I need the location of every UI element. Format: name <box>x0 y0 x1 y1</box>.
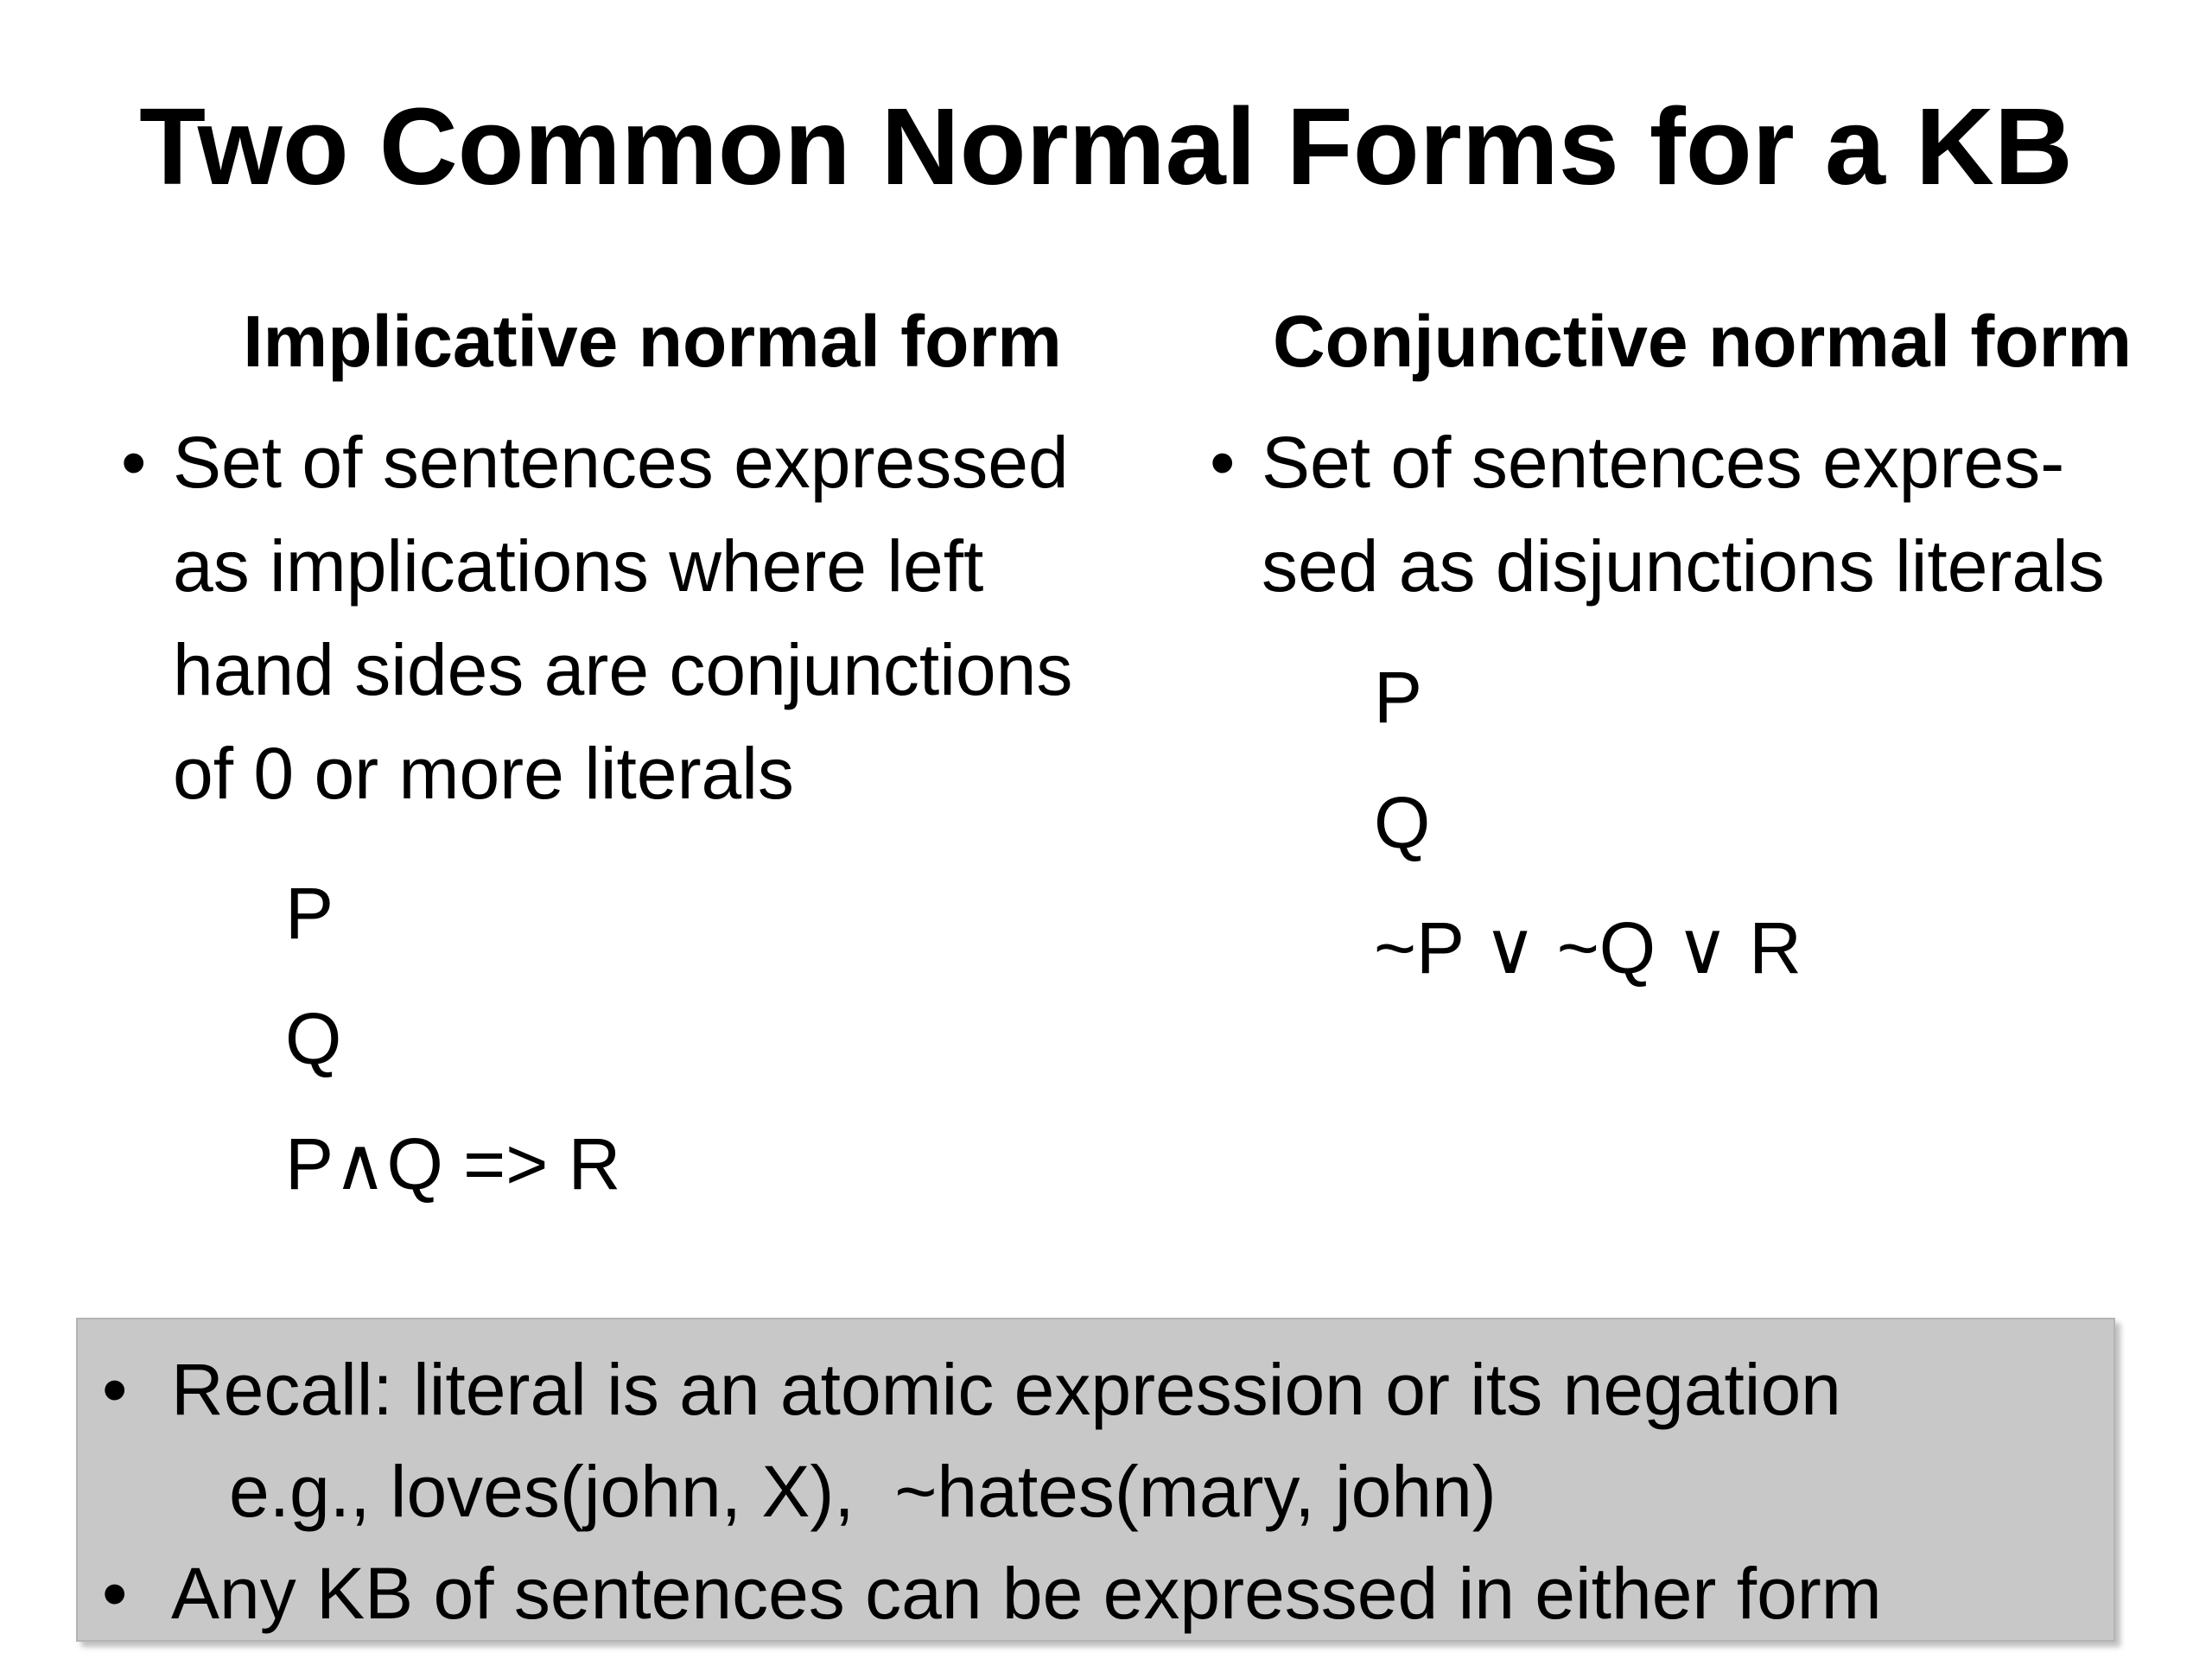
implicative-column <box>121 298 1184 1227</box>
note-text: Any KB of sentences can be expressed in either form <box>171 1553 1882 1634</box>
bullet-icon: • <box>102 1553 128 1634</box>
recall-note-box <box>76 1318 2115 1642</box>
bullet-line: Set of sentences expressed <box>173 422 1069 503</box>
formula-p: P <box>285 873 334 954</box>
conjunctive-bullet <box>1210 410 2195 618</box>
note-line-any-kb <box>78 1542 2113 1644</box>
implicative-formulas <box>121 851 1184 1227</box>
bullet-line: of 0 or more literals <box>173 733 794 814</box>
bullet-icon: • <box>121 422 147 503</box>
bullet-line: as implications where left <box>173 525 984 607</box>
implicative-bullet <box>121 410 1184 825</box>
bullet-line: hand sides are conjunctions <box>173 629 1073 710</box>
formula-p: P <box>1374 657 1423 738</box>
conjunctive-column <box>1210 298 2195 1011</box>
bullet-icon: • <box>102 1349 128 1430</box>
note-text: Recall: literal is an atomic expression or its negation <box>171 1349 1841 1430</box>
bullet-line: sed as disjunctions literals <box>1262 525 2105 607</box>
note-example: e.g., loves(john, X), ~hates(mary, john) <box>229 1451 1497 1532</box>
formula-disjunction: ~P ∨ ~Q ∨ R <box>1374 907 1802 988</box>
formula-q: Q <box>1374 782 1431 863</box>
conjunctive-heading: Conjunctive normal form <box>1272 301 2133 382</box>
note-line-recall <box>78 1338 2113 1440</box>
bullet-icon: • <box>1210 422 1236 503</box>
formula-q: Q <box>285 998 342 1079</box>
formula-implication: P∧Q => R <box>285 1123 621 1205</box>
conjunctive-formulas <box>1210 635 2195 1011</box>
implicative-heading: Implicative normal form <box>243 301 1062 382</box>
bullet-line: Set of sentences expres- <box>1262 422 2065 503</box>
slide-title: Two Common Normal Forms for a KB <box>139 86 2073 207</box>
